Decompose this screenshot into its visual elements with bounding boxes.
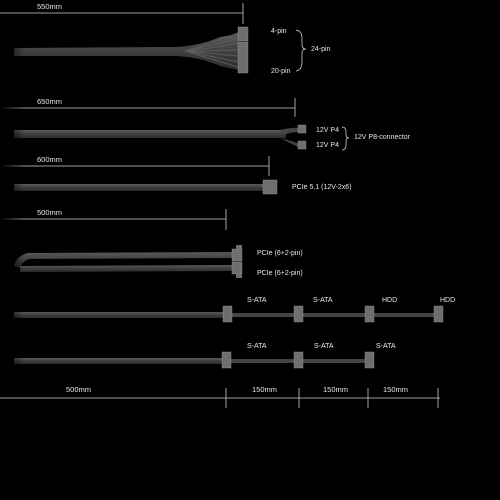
- cpu-length-label: 650mm: [37, 97, 63, 106]
- pcie-8pin-cable: [0, 209, 242, 278]
- atx-20pin-label: 20-pin: [271, 68, 291, 75]
- sata-segment-label-2: 150mm: [323, 385, 349, 394]
- sata-hdd-connector-4: [434, 306, 443, 322]
- sata-connector-3: [365, 352, 374, 368]
- pcie5-connector-label: PCIe 5.1 (12V-2x6): [292, 184, 352, 191]
- pcie-connector-label-2: PCIe (6+2-pin): [257, 270, 303, 277]
- sata-hdd-cable: [14, 306, 443, 322]
- pcie-connector-1: [232, 249, 242, 261]
- cpu-p8-group-label: 12V P8-connector: [354, 134, 411, 141]
- sata-label-1: S-ATA: [247, 343, 267, 350]
- pcie5-length-label: 600mm: [37, 155, 63, 164]
- atx-24pin-cable: [0, 3, 306, 73]
- atx-4pin-connector: [238, 27, 248, 41]
- pcie-length-label: 500mm: [37, 208, 63, 217]
- sata-hdd-connector-3: [365, 306, 374, 322]
- cpu-p4-connector-1: [298, 125, 306, 133]
- sata-hdd-label-4: HDD: [440, 297, 456, 304]
- sata-cable-body: [14, 358, 226, 364]
- sata-label-3: S-ATA: [376, 343, 396, 350]
- cpu-p4-label-2: 12V P4: [316, 142, 339, 149]
- atx-4pin-label: 4-pin: [271, 28, 287, 35]
- sata-segment-label-1: 150mm: [252, 385, 278, 394]
- pcie-connector-2-clip: [236, 274, 242, 278]
- pcie-connector-label-1: PCIe (6+2-pin): [257, 250, 303, 257]
- cpu-p4-label-1: 12V P4: [316, 127, 339, 134]
- sata-hdd-label-2: S-ATA: [313, 297, 333, 304]
- atx-24pin-bracket: [296, 30, 306, 71]
- sata-connector-2: [294, 352, 303, 368]
- pcie-connector-1-clip: [236, 245, 242, 249]
- pcie-connector-2: [232, 262, 242, 274]
- sata-hdd-flat-segment: [226, 313, 436, 317]
- sata-cable: [14, 352, 374, 368]
- sata-connector-1: [222, 352, 231, 368]
- pcie5-connector: [263, 180, 277, 194]
- sata-hdd-connector-2: [294, 306, 303, 322]
- sata-hdd-cable-body: [14, 312, 226, 318]
- sata-hdd-connector-1: [223, 306, 232, 322]
- atx-24pin-group-label: 24-pin: [311, 46, 331, 53]
- pcie5-cable-body: [14, 184, 264, 191]
- sata-label-2: S-ATA: [314, 343, 334, 350]
- atx-cable-body: [14, 34, 238, 70]
- sata-segment-label-3: 150mm: [383, 385, 409, 394]
- sata-first-segment-label: 500mm: [66, 385, 92, 394]
- cpu-p4-connector-2: [298, 141, 306, 149]
- pcie-cable-body-2: [20, 265, 232, 272]
- sata-hdd-label-3: HDD: [382, 297, 398, 304]
- cpu-p8-bracket: [342, 127, 349, 150]
- atx-length-label: 550mm: [37, 2, 63, 11]
- atx-20pin-connector: [238, 42, 248, 73]
- cpu-cable-body: [14, 130, 286, 138]
- sata-hdd-label-1: S-ATA: [247, 297, 267, 304]
